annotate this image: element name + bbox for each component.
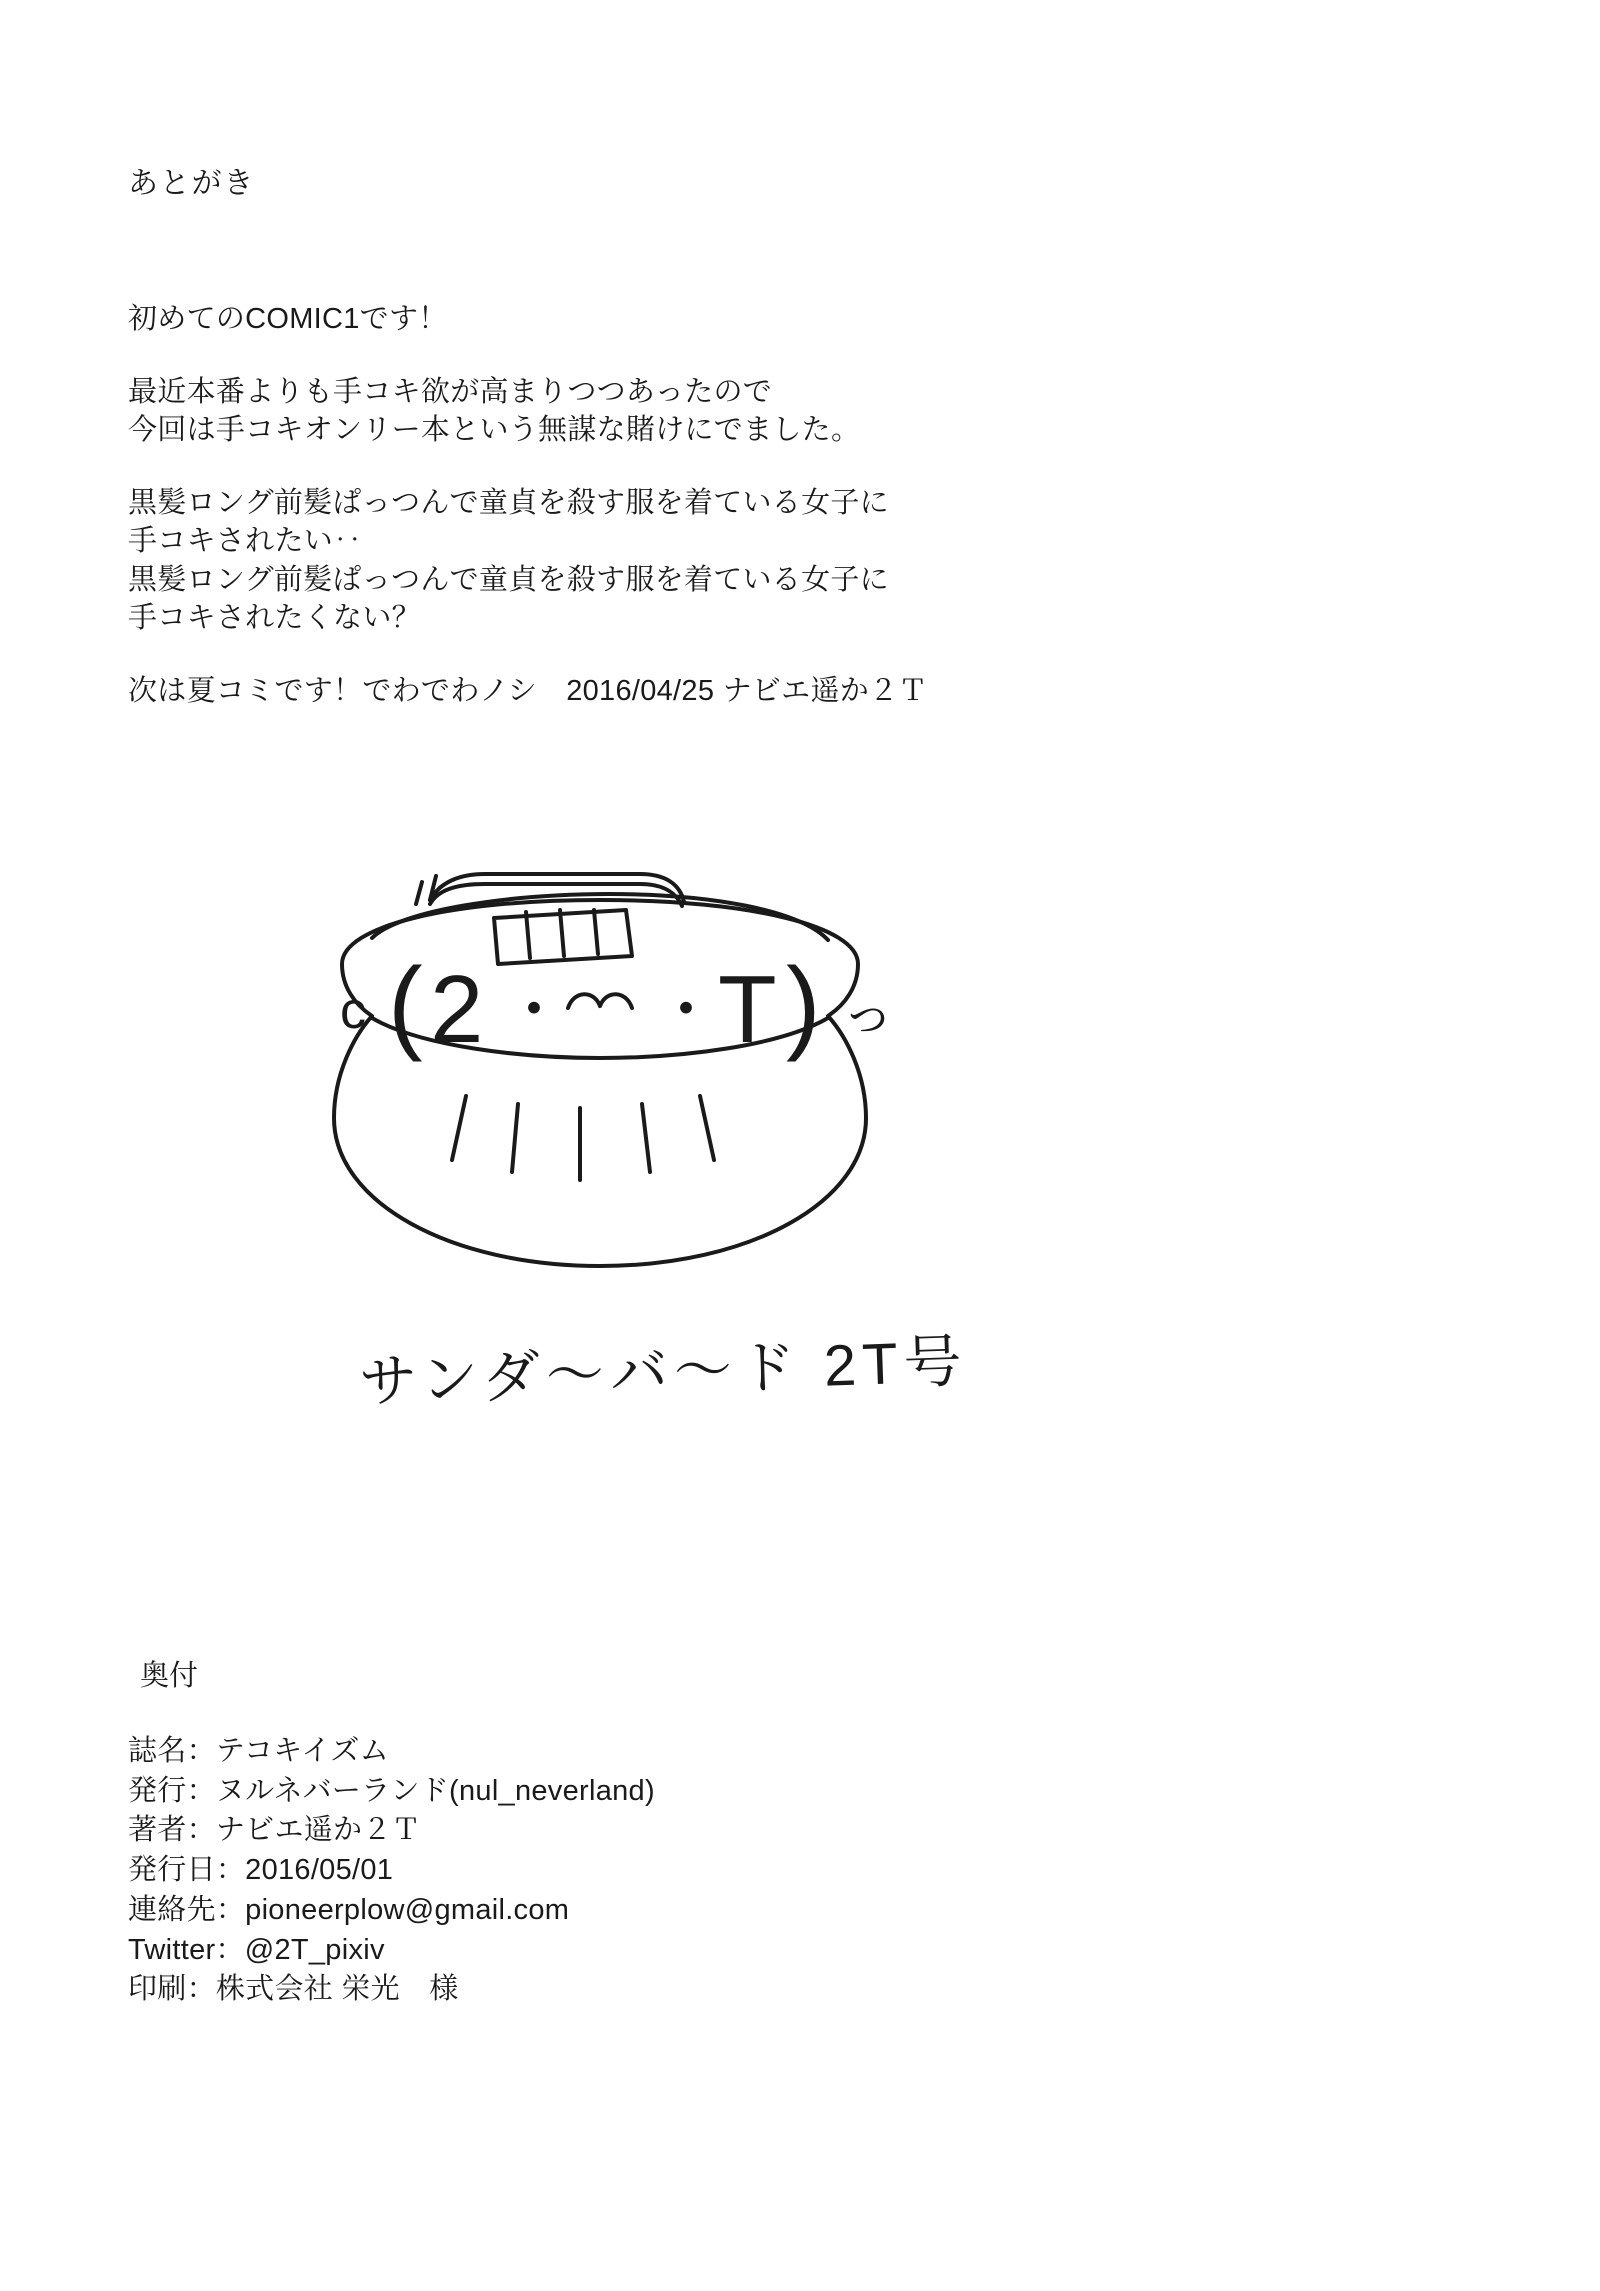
doodle-face-text [340,947,894,1063]
afterword-line: 今回は手コキオンリー本という無謀な賭けにでました。 [128,414,861,447]
svg-text:・: ・ [654,974,718,1046]
colophon-row: Twitter：@2T_pixiv [128,1933,385,1966]
svg-text:T: T [718,956,777,1063]
colophon-row: 発行日：2016/05/01 [128,1854,394,1887]
afterword-line: 黒髪ロング前髪ぱっつんで童貞を殺す服を着ている女子に [128,563,889,596]
afterword-body [128,300,1328,711]
afterword-line: 手コキされたい‥ [128,525,363,558]
colophon-row: 著者：ナビエ遥か２Ｔ [128,1814,421,1847]
svg-text:2: 2 [430,956,484,1063]
svg-text:っ: っ [842,986,895,1044]
colophon-row: 誌名：テコキイズム [128,1735,390,1767]
colophon-row: 発行：ヌルネバーランド(nul_neverland) [128,1774,655,1807]
colophon-row: 連絡先：pioneerplow@gmail.com [128,1893,570,1926]
afterword-heading: あとがき [128,167,256,200]
afterword-paragraph [128,373,1328,450]
svg-text:サンダ〜バ〜ド 2T号: サンダ〜バ〜ド 2T号 [358,1328,969,1415]
doodle-illustration [280,860,1120,1510]
afterword-line: 初めてのCOMIC1です！ [128,303,448,335]
colophon-list [128,1732,1328,2010]
afterword-line: 次は夏コミです！でわでわノシ 2016/04/25 ナビエ遥か２Ｔ [128,674,928,707]
doodle-bangs-icon [494,910,632,964]
svg-text:(: ( [388,947,423,1063]
afterword-line: 黒髪ロング前髪ぱっつんで童貞を殺す服を着ている女子に [128,486,889,519]
afterword-paragraph [128,672,1328,711]
colophon-heading: 奥付 [140,1660,199,1692]
doodle-mouth-path [568,994,632,1008]
afterword-paragraph [128,300,1328,339]
afterword-line: 最近本番よりも手コキ欲が高まりつつあったので [128,375,773,408]
doodle-caption [358,1329,968,1415]
svg-text:): ) [786,947,821,1063]
svg-text:・: ・ [502,974,566,1046]
afterword-line: 手コキされたくない？ [128,602,421,635]
svg-text:c: c [340,982,366,1040]
doodle-steam-lines [452,1096,714,1180]
afterword-paragraph [128,484,1328,638]
colophon-row: 印刷：株式会社 栄光 様 [128,1973,459,2006]
